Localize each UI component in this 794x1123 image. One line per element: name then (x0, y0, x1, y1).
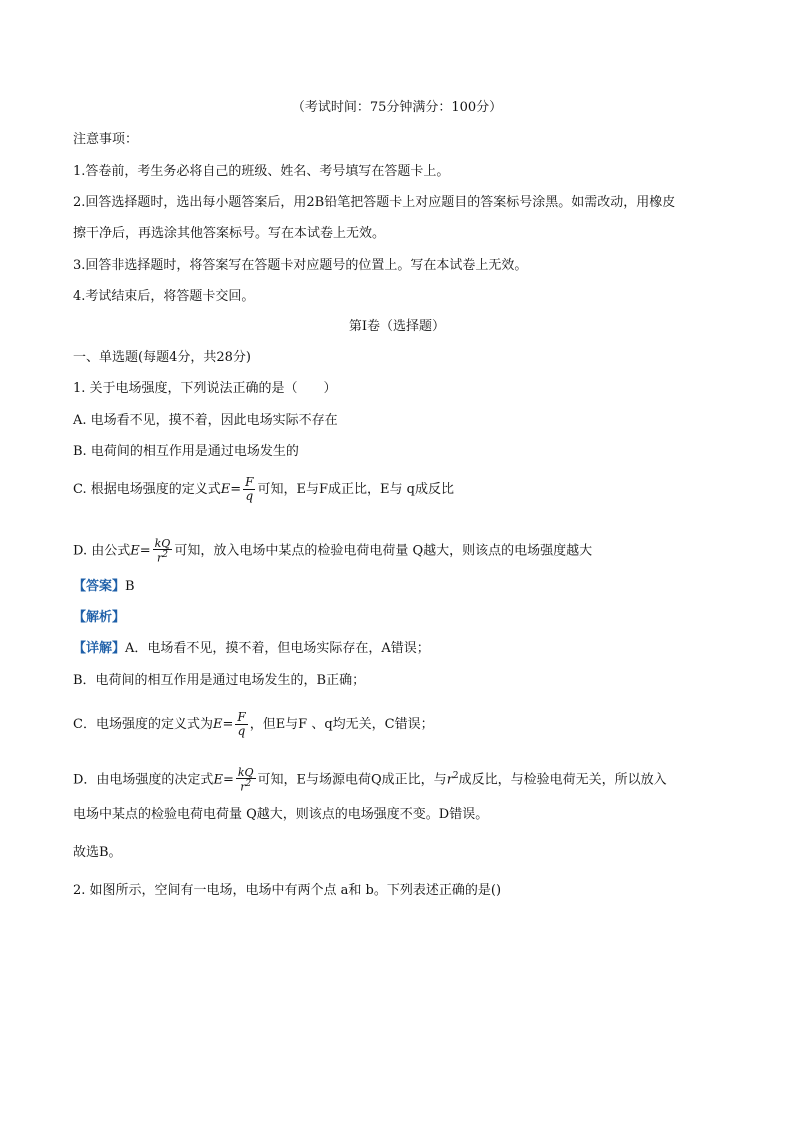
formula-fraction-f-over-q-detail: $\frac{F}{q}$ (237, 710, 246, 738)
note-4: 4.考试结束后，将答题卡交回。 (73, 289, 255, 304)
section-title: 第I卷（选择题） (348, 319, 446, 334)
q1-detail-d: D．由电场强度的决定式E= $\frac{kQ}{r^2}$ 可知，E与场源电荷Q成正比，与$r^2$成反比，与检验电荷无关，所以放入 (73, 766, 667, 794)
q1-option-c: C. 根据电场强度的定义式E= $\frac{F}{q}$ 可知，E与F成正比，E与 q成反比 (73, 475, 454, 503)
notes-title: 注意事项： (73, 132, 139, 147)
q1-option-d: D. 由公式E= $\frac{kQ}{r^2}$ 可知，放入电场中某点的检验电荷电荷量 Q越大，则该点的电场强度越大 (73, 537, 593, 565)
note-3: 3.回答非选择题时，将答案写在答题卡对应题号的位置上。写在本试卷上无效。 (73, 258, 528, 273)
q1-stem: 1. 关于电场强度，下列说法正确的是（ ） (73, 381, 337, 396)
q1-detail-c: C．电场强度的定义式为E= $\frac{F}{q}$ ，但E与F 、q均无关，C错误； (73, 710, 434, 738)
part1-heading: 一、单选题(每题4分，共28分) (73, 350, 251, 365)
q1-option-b: B. 电荷间的相互作用是通过电场发生的 (73, 444, 299, 459)
formula-fraction-f-over-q: $\frac{F}{q}$ (245, 475, 254, 503)
q1-detail-d-cont: 电场中某点的检验电荷电荷量 Q越大，则该点的电场强度不变。D错误。 (73, 807, 489, 822)
q1-option-a: A. 电场看不见，摸不着，因此电场实际不存在 (73, 413, 338, 428)
q1-analysis-tag: 【解析】 (73, 610, 126, 625)
note-2b: 擦干净后，再选涂其他答案标号。写在本试卷上无效。 (73, 226, 386, 241)
q2-stem: 2. 如图所示，空间有一电场，电场中有两个点 a和 b。下列表述正确的是() (73, 883, 502, 898)
note-2a: 2.回答选择题时，选出每小题答案后，用2B铅笔把答题卡上对应题目的答案标号涂黑。如需改动，用橡皮 (73, 195, 676, 210)
note-1: 1.答卷前，考生务必将自己的班级、姓名、考号填写在答题卡上。 (73, 164, 450, 179)
formula-fraction-kq-over-r2-detail: $\frac{kQ}{r^2}$ (237, 766, 254, 794)
formula-fraction-kq-over-r2: $\frac{kQ}{r^2}$ (154, 537, 171, 565)
q1-detail-a: 【详解】A．电场看不见，摸不着，但电场实际存在，A错误； (73, 641, 430, 656)
exam-info: （考试时间：75分钟满分：100分） (291, 100, 503, 115)
q1-detail-b: B．电荷间的相互作用是通过电场发生的，B正确； (73, 673, 366, 688)
q1-conclusion: 故选B。 (73, 845, 122, 860)
q1-answer: 【答案】B (73, 579, 135, 594)
